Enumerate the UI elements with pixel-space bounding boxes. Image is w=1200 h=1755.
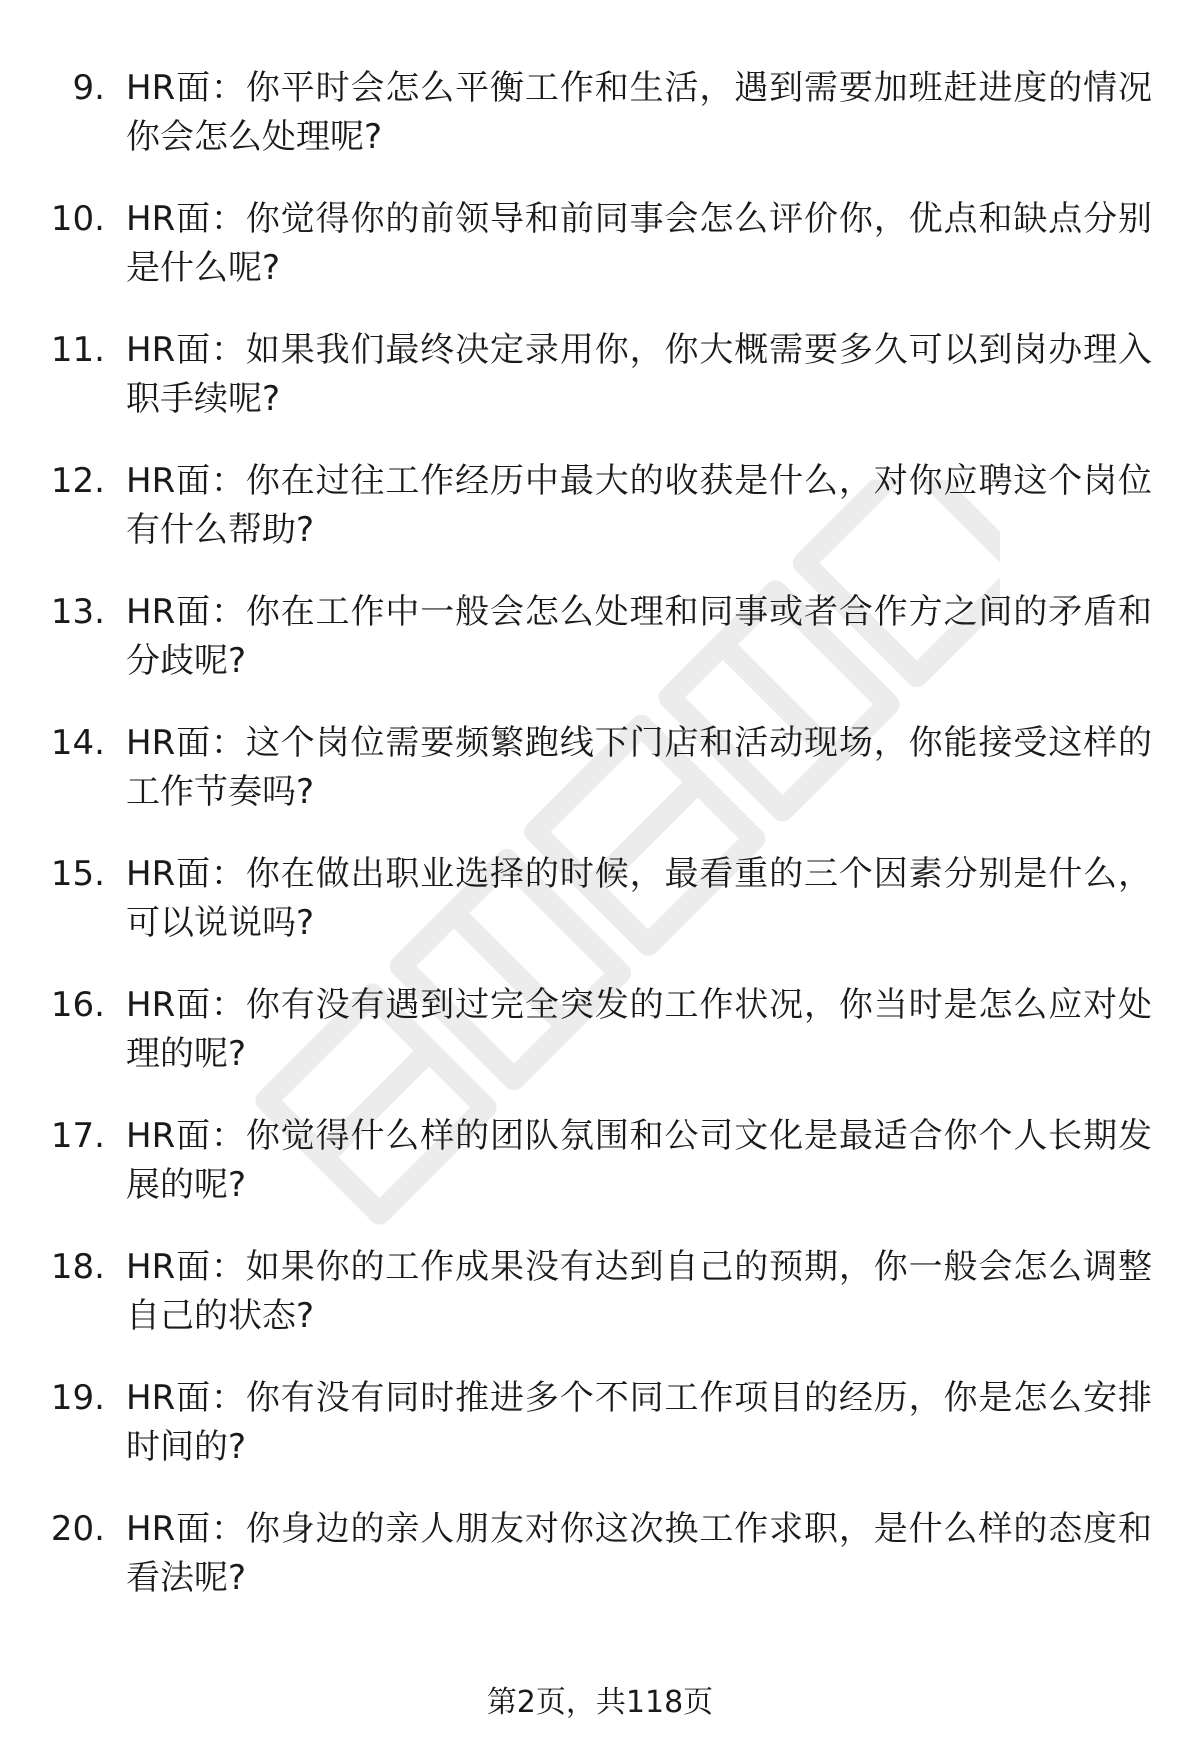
question-number: 12. [50, 461, 105, 501]
list-item [0, 1231, 1200, 1362]
question-text: HR面：如果我们最终决定录用你，你大概需要多久可以到岗办理入职手续呢? [126, 330, 1152, 419]
question-text: HR面：你在工作中一般会怎么处理和同事或者合作方之间的矛盾和分歧呢? [126, 592, 1152, 681]
question-number: 9. [72, 68, 105, 108]
question-text: HR面：你有没有同时推进多个不同工作项目的经历，你是怎么安排时间的? [126, 1378, 1152, 1467]
question-number: 19. [50, 1378, 105, 1418]
question-number: 15. [50, 854, 105, 894]
list-item [0, 1362, 1200, 1493]
question-number: 11. [50, 330, 105, 370]
list-item [0, 707, 1200, 838]
question-text: HR面：这个岗位需要频繁跑线下门店和活动现场，你能接受这样的工作节奏吗? [126, 723, 1152, 812]
list-item [0, 52, 1200, 183]
list-item [0, 1100, 1200, 1231]
question-text: HR面：你在做出职业选择的时候，最看重的三个因素分别是什么，可以说说吗? [126, 854, 1152, 943]
question-number: 18. [50, 1247, 105, 1287]
question-text: HR面：你觉得什么样的团队氛围和公司文化是最适合你个人长期发展的呢? [126, 1116, 1152, 1205]
list-item [0, 183, 1200, 314]
list-item [0, 576, 1200, 707]
page-footer: 第2页，共118页 [486, 1685, 714, 1720]
list-item [0, 1493, 1200, 1624]
question-number: 10. [50, 199, 105, 239]
question-text: HR面：你平时会怎么平衡工作和生活，遇到需要加班赶进度的情况你会怎么处理呢? [126, 68, 1152, 157]
question-text: HR面：你有没有遇到过完全突发的工作状况，你当时是怎么应对处理的呢? [126, 985, 1152, 1074]
question-number: 17. [50, 1116, 105, 1156]
question-text: HR面：你身边的亲人朋友对你这次换工作求职，是什么样的态度和看法呢? [126, 1509, 1152, 1598]
list-item [0, 445, 1200, 576]
list-item [0, 969, 1200, 1100]
question-number: 20. [50, 1509, 105, 1549]
list-item [0, 838, 1200, 969]
question-text: HR面：你觉得你的前领导和前同事会怎么评价你，优点和缺点分别是什么呢? [126, 199, 1152, 288]
question-list [0, 52, 1200, 1624]
list-item [0, 314, 1200, 445]
question-text: HR面：如果你的工作成果没有达到自己的预期，你一般会怎么调整自己的状态? [126, 1247, 1152, 1336]
question-number: 16. [50, 985, 105, 1025]
question-text: HR面：你在过往工作经历中最大的收获是什么，对你应聘这个岗位有什么帮助? [126, 461, 1152, 550]
question-number: 14. [50, 723, 105, 763]
question-number: 13. [50, 592, 105, 632]
